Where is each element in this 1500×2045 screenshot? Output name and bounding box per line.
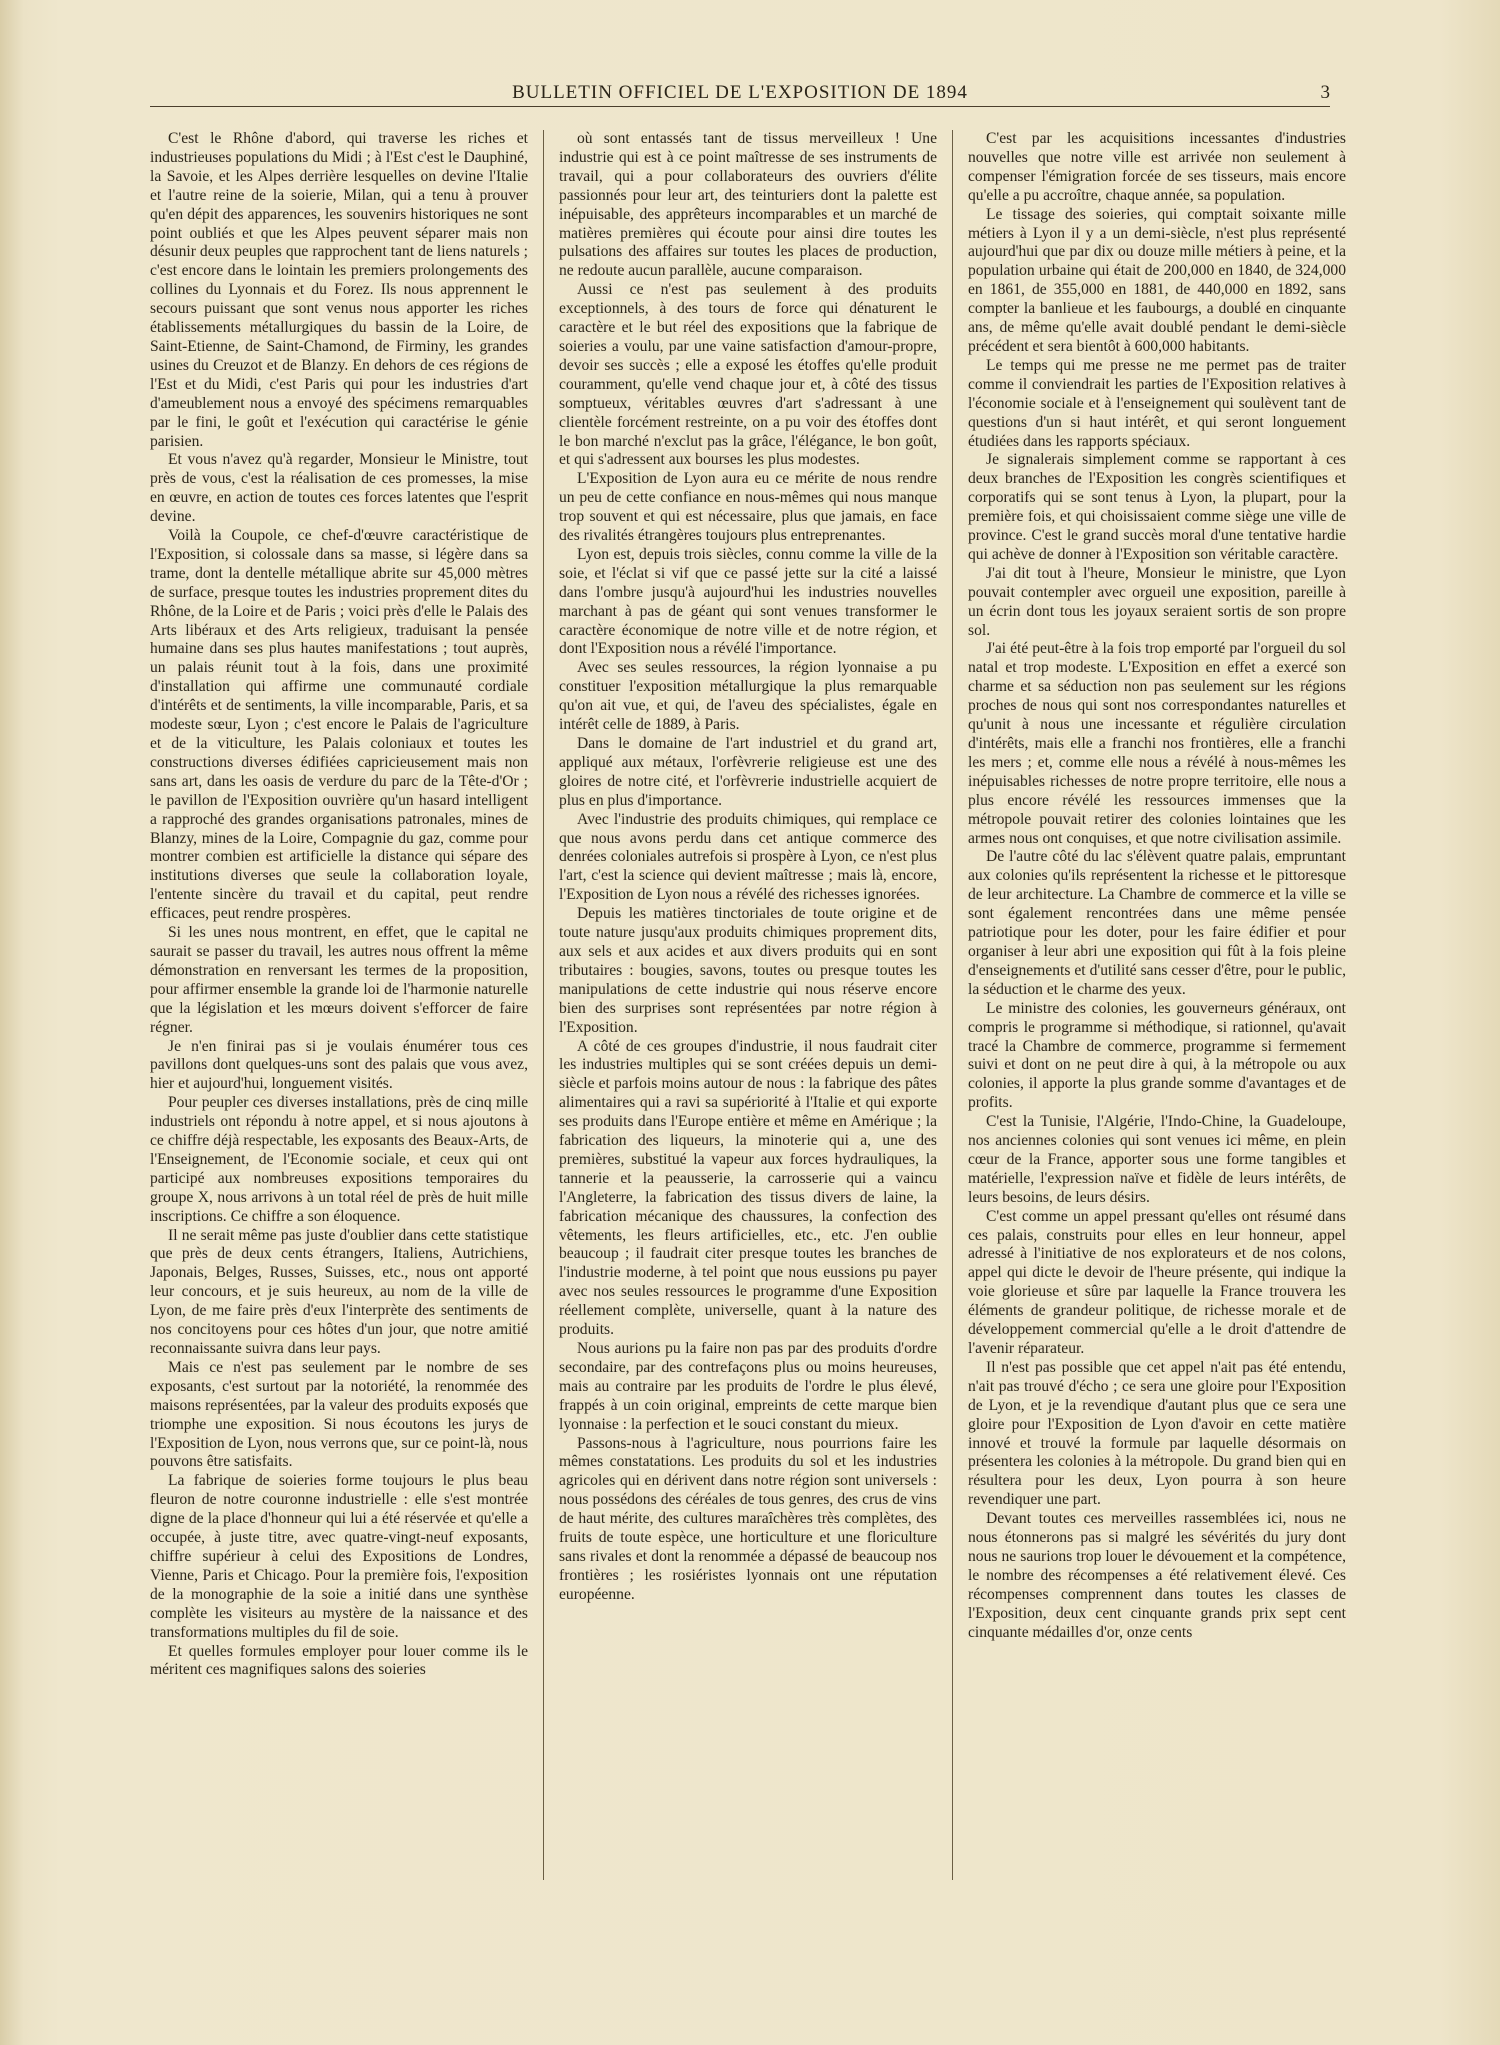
paragraph: Mais ce n'est pas seulement par le nombre de ses exposants, c'est surtout par la notoriété, la renommée des maisons représentées, par la valeur des produits exposés que triomphe une exposition. Si nous écoutons les jurys de l'Exposition de Lyon, nous verrons que, sur ce point-là, nous pouvons être satisfaits. xyxy=(150,1358,528,1471)
paragraph: A côté de ces groupes d'industrie, il nous faudrait citer les industries multiples qui se sont créées depuis un demi-siècle et parfois moins autour de nous : la fabrique des pâtes alimentaires qui a ravi sa supériorité à l'Italie et qui exporte ses produits dans l'Europe entière et même en Amérique ; la fabrication des liqueurs, la minoterie qui a, une des premières, substitué la vapeur aux forces hydrauliques, la tannerie et la peausserie, la carrosserie qui a vaincu l'Angleterre, la fabrication des tissus divers de laine, la fabrication mécanique des chaussures, la confection des vêtements, les fleurs artificielles, etc., etc. J'en oublie beaucoup ; il faudrait citer presque toutes les branches de l'industrie moderne, à tel point que nous eussions pu payer avec nos seules ressources le programme d'une Exposition réellement complète, universelle, quant à la nature des produits. xyxy=(559,1037,937,1339)
paragraph: Devant toutes ces merveilles rassemblées ici, nous ne nous étonnerons pas si malgré les sévérités du jury dont nous ne saurions trop louer le dévouement et la compétence, le nombre des récompenses a été relativement élevé. Ces récompenses comprennent dans toutes les classes de l'Exposition, deux cent cinquante grands prix sept cent cinquante médailles d'or, onze cents xyxy=(968,1510,1346,1641)
column-divider xyxy=(952,130,953,1880)
paragraph: Avec ses seules ressources, la région lyonnaise a pu constituer l'exposition métallurgique la plus remarquable qu'on ait vue, et qui, de l'aveu des spécialistes, égale en intérêt celle de 1889, à Paris. xyxy=(559,659,937,734)
paragraph: Le ministre des colonies, les gouverneurs généraux, ont compris le programme si méthodique, si rationnel, qu'avait tracé la Chambre de commerce, programme si fermement suivi et dont on ne peut dire à qui, à la métropole ou aux colonies, il apporte la plus grande somme d'avantages et de profits. xyxy=(968,999,1346,1112)
paragraph: Et quelles formules employer pour louer comme ils le méritent ces magnifiques salons des soieries xyxy=(150,1642,528,1679)
paragraph: Je n'en finirai pas si je voulais énumérer tous ces pavillons dont quelques-uns sont des palais que vous avez, hier et aujourd'hui, longuement visités. xyxy=(150,1037,528,1093)
page-header xyxy=(150,80,1330,107)
paragraph: De l'autre côté du lac s'élèvent quatre palais, empruntant aux colonies qu'ils représentent la richesse et le pittoresque de leur architecture. La Chambre de commerce et la ville se sont également rencontrées dans une même pensée patriotique pour les doter, pour les faire édifier et pour organiser à leur abri une exposition qui fût à la fois pleine d'enseignements et d'utilité sans cesser d'être, pour le public, la séduction et le charme des yeux. xyxy=(968,848,1346,998)
column-1 xyxy=(150,130,528,1880)
paragraph: Depuis les matières tinctoriales de toute origine et de toute nature jusqu'aux produits chimiques proprement dits, aux sels et aux acides et aux divers produits qui en sont tributaires : bougies, savons, toutes ou presque toutes les manipulations de cette industrie qui nous réserve encore bien des surprises sont représentées par notre région à l'Exposition. xyxy=(559,905,937,1036)
column-divider xyxy=(543,130,544,1880)
paragraph: C'est par les acquisitions incessantes d'industries nouvelles que notre ville est arrivée non seulement à compenser l'émigration forcée de ses tisseurs, mais encore qu'elle a pu accroître, chaque année, sa population. xyxy=(968,130,1346,204)
column-2 xyxy=(559,130,937,1880)
paragraph: Il ne serait même pas juste d'oublier dans cette statistique que près de deux cents étrangers, Italiens, Autrichiens, Japonais, Belges, Russes, Suisses, etc., nous ont apporté leur concours, et je suis heureux, au nom de la ville de Lyon, de me faire près d'eux l'interprète des sentiments de nos concitoyens pour ces hôtes d'un jour, que notre amitié reconnaissante suivra dans leur pays. xyxy=(150,1226,528,1357)
page-number: 3 xyxy=(1320,82,1330,103)
paragraph: Dans le domaine de l'art industriel et du grand art, appliqué aux métaux, l'orfèvrerie religieuse est une des gloires de notre cité, et l'orfèvrerie industrielle acquiert de plus en plus d'importance. xyxy=(559,735,937,809)
paragraph: Le tissage des soieries, qui comptait soixante mille métiers à Lyon il y a un demi-siècle, n'est plus représenté aujourd'hui que par dix ou douze mille métiers à peine, et la population urbaine qui était de 200,000 en 1840, de 324,000 en 1861, de 355,000 en 1881, de 440,000 en 1892, sans compter la banlieue et les faubourgs, a doublé en cinquante ans, de même qu'elle avait doublé pendant le demi-siècle précédent et sera bientôt à 600,000 habitants. xyxy=(968,205,1346,355)
paragraph: Voilà la Coupole, ce chef-d'œuvre caractéristique de l'Exposition, si colossale dans sa masse, si légère dans sa trame, dont la dentelle métallique abrite sur 45,000 mètres de surface, presque toutes les industries proprement dites du Rhône, de la Loire et de Paris ; voici près d'elle le Palais des Arts libéraux et des Arts religieux, traduisant la pensée humaine dans ses plus hautes manifestations ; tout auprès, un palais réunit tout à la fois, dans une proximité d'installation qui affirme une communauté cordiale d'intérêts et de sentiments, la ville incomparable, Paris, et sa modeste sœur, Lyon ; c'est encore le Palais de l'agriculture et de la viticulture, les Palais coloniaux et toutes les constructions diverses édifiées capricieusement mais non sans art, dans les oasis de verdure du parc de la Tête-d'Or ; le pavillon de l'Exposition ouvrière qu'un hasard intelligent a rapproché des grandes organisations patronales, mines de Blanzy, mines de la Loire, Compagnie du gaz, comme pour montrer combien est artificielle la distance qui sépare des institutions diverses que seule la collaboration loyale, l'entente sincère du travail et du capital, peut rendre efficaces, peut rendre prospères. xyxy=(150,527,528,923)
article-columns xyxy=(150,130,1346,1880)
column-3 xyxy=(968,130,1346,1880)
paragraph: Je signalerais simplement comme se rapportant à ces deux branches de l'Exposition les congrès scientifiques et corporatifs qui se sont tenus à Lyon, la plupart, pour la première fois, et qui choisissaient comme siège une ville de province. C'est le grand succès moral d'une tentative hardie qui achève de donner à l'Exposition son véritable caractère. xyxy=(968,451,1346,563)
paragraph: Aussi ce n'est pas seulement à des produits exceptionnels, à des tours de force qui dénaturent le caractère et le but réel des expositions que la fabrique de soieries a voulu, par une vaine satisfaction d'amour-propre, devoir ses succès ; elle a exposé les étoffes qu'elle produit couramment, qu'elle vend chaque jour et, à côté des tissus somptueux, véritables œuvres d'art s'adressant à une clientèle forcément restreinte, on a pu voir des étoffes dont le bon marché n'exclut pas la grâce, l'élégance, le bon goût, et qui s'adressent aux bourses les plus modestes. xyxy=(559,281,937,469)
paragraph: Nous aurions pu la faire non pas par des produits d'ordre secondaire, par des contrefaçons plus ou moins heureuses, mais au contraire par les produits de l'ordre le plus élevé, frappés à un coin original, empreints de cette marque bien lyonnaise : la perfection et le souci constant du mieux. xyxy=(559,1340,937,1433)
paragraph: Si les unes nous montrent, en effet, que le capital ne saurait se passer du travail, les autres nous offrent la même démonstration en renversant les termes de la proposition, pour affirmer ensemble la grande loi de l'harmonie naturelle que la législation et les mœurs doivent s'efforcer de faire régner. xyxy=(150,924,528,1036)
paragraph: Et vous n'avez qu'à regarder, Monsieur le Ministre, tout près de vous, c'est la réalisation de ces promesses, la mise en œuvre, en action de toutes ces forces latentes que l'esprit devine. xyxy=(150,451,528,526)
paragraph: La fabrique de soieries forme toujours le plus beau fleuron de notre couronne industrielle : elle s'est montrée digne de la place d'honneur qui lui a été réservée et qu'elle a occupée, à juste titre, avec quatre-vingt-neuf exposants, chiffre supérieur à celui des Expositions de Londres, Vienne, Paris et Chicago. Pour la première fois, l'exposition de la monographie de la soie a initié dans une synthèse complète les visiteurs au mystère de la naissance et des transformations multiples du fil de soie. xyxy=(150,1472,528,1641)
paragraph: J'ai dit tout à l'heure, Monsieur le ministre, que Lyon pouvait contempler avec orgueil une exposition, pareille à un écrin dont tous les joyaux seraient sortis de son propre sol. xyxy=(968,564,1346,639)
paragraph: C'est comme un appel pressant qu'elles ont résumé dans ces palais, construits pour elles en leur honneur, appel adressé à l'initiative de nos explorateurs et de nos colons, appel qui dicte le devoir de l'heure présente, qui indique la voie glorieuse et sûre par laquelle la France trouvera les éléments de grandeur politique, de richesse morale et de développement commercial qu'elle a le droit d'attendre de l'avenir réparateur. xyxy=(968,1207,1346,1357)
running-title: BULLETIN OFFICIEL DE L'EXPOSITION DE 1894 xyxy=(512,82,968,103)
paragraph: Il n'est pas possible que cet appel n'ait pas été entendu, n'ait pas trouvé d'écho ; ce sera une gloire pour l'Exposition de Lyon, et je la revendique d'autant plus que ce sera une gloire pour l'Exposition de Lyon d'avoir en cette matière innové et trouvé la formule par laquelle désormais on présentera les colonies à la métropole. Du grand bien qui en résultera pour les deux, Lyon pourra à son heure revendiquer une part. xyxy=(968,1358,1346,1509)
paragraph: C'est la Tunisie, l'Algérie, l'Indo-Chine, la Guadeloupe, nos anciennes colonies qui sont venues ici même, en plein cœur de la France, apporter sous une forme tangibles et matérielle, l'expression naïve et fidèle de leurs intérêts, de leurs besoins, de leurs désirs. xyxy=(968,1113,1346,1206)
paragraph: Avec l'industrie des produits chimiques, qui remplace ce que nous avons perdu dans cet antique commerce des denrées coloniales autrefois si prospère à Lyon, ce n'est plus l'art, c'est la science qui devient maîtresse ; mais là, encore, l'Exposition de Lyon nous a révélé des richesses ignorées. xyxy=(559,810,937,904)
paragraph: J'ai été peut-être à la fois trop emporté par l'orgueil du sol natal et trop modeste. L'Exposition en effet a exercé son charme et sa séduction non pas seulement sur les régions proches de nous qui sont nos correspondantes naturelles et qu'unit à nous une incessante et régulière circulation d'intérêts, mais elle a franchi nos frontières, elle a franchi les mers ; et, comme elle nous a révélé à nous-mêmes les inépuisables richesses de notre propre territoire, elle nous a plus encore révélé les ressources immenses que la métropole pouvait retirer des colonies lointaines que les armes nous ont conquises, et que notre civilisation assimile. xyxy=(968,640,1346,847)
paragraph: Lyon est, depuis trois siècles, connu comme la ville de la soie, et l'éclat si vif que ce passé jette sur la cité a laissé dans l'ombre jusqu'à aujourd'hui les industries nouvelles marchant à pas de géant qui sont venues transformer le caractère économique de notre ville et de notre région, et dont l'Exposition nous a révélé l'importance. xyxy=(559,545,937,658)
paragraph: Le temps qui me presse ne me permet pas de traiter comme il conviendrait les parties de l'Exposition relatives à l'économie sociale et à l'enseignement qui soulèvent tant de questions d'un si haut intérêt, et qui seront longuement étudiées dans les rapports spéciaux. xyxy=(968,356,1346,450)
paragraph: Pour peupler ces diverses installations, près de cinq mille industriels ont répondu à notre appel, et si nous ajoutons à ce chiffre déjà respectable, les exposants des Beaux-Arts, de l'Enseignement, de l'Economie sociale, et ceux qui ont participé aux nombreuses expositions temporaires du groupe X, nous arrivons à un total réel de près de huit mille inscriptions. Ce chiffre a son éloquence. xyxy=(150,1094,528,1225)
paragraph: L'Exposition de Lyon aura eu ce mérite de nous rendre un peu de cette confiance en nous-mêmes qui nous manque trop souvent et qui est nécessaire, plus que jamais, en face des rivalités étrangères toujours plus entreprenantes. xyxy=(559,470,937,545)
paragraph: où sont entassés tant de tissus merveilleux ! Une industrie qui est à ce point maîtresse de ses instruments de travail, qui a pour collaborateurs des ouvriers d'élite passionnés pour leur art, des teinturiers dont la palette est inépuisable, des apprêteurs incomparables et un marché de matières premières qui écoute pour ainsi dire toutes les pulsations des affaires sur toutes les places de production, ne redoute aucun parallèle, aucune comparaison. xyxy=(559,130,937,280)
paragraph: Passons-nous à l'agriculture, nous pourrions faire les mêmes constatations. Les produits du sol et les industries agricoles qui en dérivent dans notre région sont universels : nous possédons des céréales de tous genres, des crus de vins de haut mérite, des cultures maraîchères très complètes, des fruits de toute espèce, une horticulture et une floriculture sans rivales et dont la renommée a dépassé de beaucoup nos frontières ; les rosiéristes lyonnais ont une réputation européenne. xyxy=(559,1434,937,1603)
paragraph: C'est le Rhône d'abord, qui traverse les riches et industrieuses populations du Midi ; à l'Est c'est le Dauphiné, la Savoie, et les Alpes derrière lesquelles on devine l'Italie et l'autre reine de la soierie, Milan, qui a tenu à prouver qu'en dépit des apparences, les souvenirs historiques ne sont point oubliés et que les Alpes peuvent séparer mais non désunir deux peuples que rapprochent tant de liens naturels ; c'est encore dans le lointain les premiers prolongements des collines du Lyonnais et du Forez. Ils nous apprennent le secours puissant que sont venus nous apporter les riches établissements métallurgiques du bassin de la Loire, de Saint-Etienne, de Saint-Chamond, de Firminy, les grandes usines du Creuzot et de Blanzy. En dehors de ces régions de l'Est et du Midi, c'est Paris qui pour les industries d'art d'ameublement nous a envoyé des spécimens remarquables par le fini, le goût et l'exécution qui caractérise le génie parisien. xyxy=(150,130,528,450)
